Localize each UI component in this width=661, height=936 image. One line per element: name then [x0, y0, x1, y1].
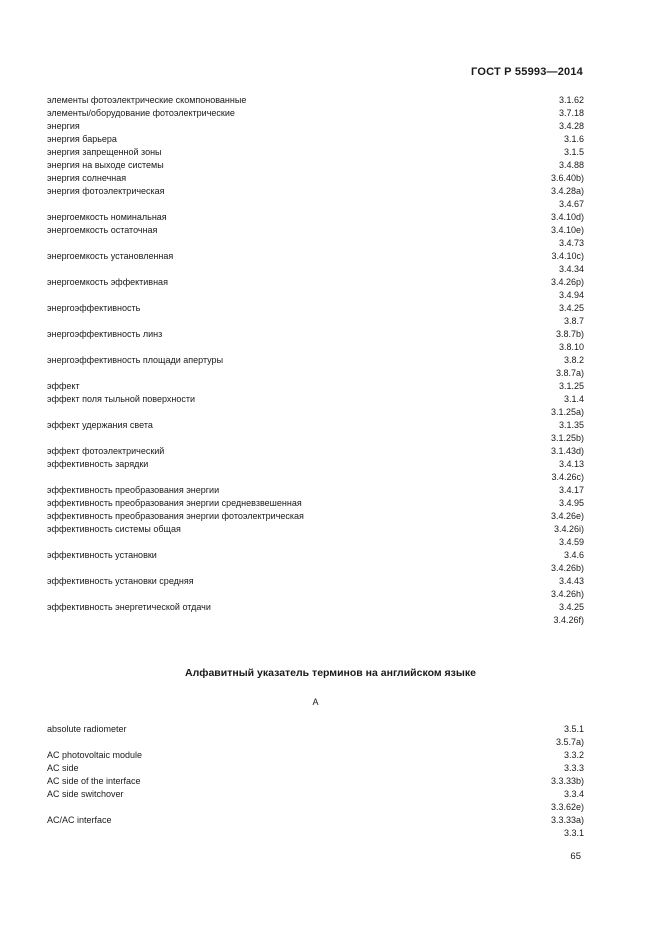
- index-entry: [47, 302, 584, 315]
- index-term: энергия: [47, 121, 80, 131]
- index-reference: 3.4.10e): [550, 225, 584, 235]
- index-reference: 3.1.6: [563, 134, 584, 144]
- index-reference: 3.8.7: [563, 316, 584, 326]
- index-entry: [47, 788, 584, 801]
- index-reference: 3.6.40b): [550, 173, 584, 183]
- index-reference: 3.4.94: [558, 290, 584, 300]
- index-term: элементы фотоэлектрические скомпонованные: [47, 95, 247, 105]
- english-term-index: [47, 723, 584, 840]
- index-entry: [47, 406, 584, 419]
- index-entry: [47, 775, 584, 788]
- index-entry: [47, 146, 584, 159]
- index-entry: [47, 497, 584, 510]
- index-term: энергия на выходе системы: [47, 160, 164, 170]
- index-reference: 3.4.10c): [551, 251, 584, 261]
- index-reference: 3.3.4: [563, 789, 584, 799]
- index-reference: 3.8.7a): [555, 368, 584, 378]
- index-entry: [47, 801, 584, 814]
- index-entry: [47, 523, 584, 536]
- index-reference: 3.8.7b): [555, 329, 584, 339]
- index-term: эффективность энергетической отдачи: [47, 602, 211, 612]
- index-entry: [47, 588, 584, 601]
- index-term: эффективность преобразования энергии средневзвешенная: [47, 498, 302, 508]
- index-term: AC side of the interface: [47, 776, 141, 786]
- index-reference: 3.4.25: [558, 303, 584, 313]
- index-entry: [47, 445, 584, 458]
- index-entry: [47, 458, 584, 471]
- index-reference: 3.8.10: [558, 342, 584, 352]
- index-reference: 3.1.25: [558, 381, 584, 391]
- index-entry: [47, 723, 584, 736]
- index-term: энергоемкость эффективная: [47, 277, 168, 287]
- index-entry: [47, 432, 584, 445]
- index-entry: [47, 354, 584, 367]
- index-reference: 3.1.35: [558, 420, 584, 430]
- index-reference: 3.4.67: [558, 199, 584, 209]
- index-reference: 3.5.7a): [555, 737, 584, 747]
- index-reference: 3.8.2: [563, 355, 584, 365]
- index-reference: 3.1.62: [558, 95, 584, 105]
- index-reference: 3.4.26b): [550, 563, 584, 573]
- index-term: эффективность зарядки: [47, 459, 149, 469]
- index-term: эффект фотоэлектрический: [47, 446, 165, 456]
- index-entry: [47, 276, 584, 289]
- index-entry: [47, 107, 584, 120]
- index-reference: 3.4.59: [558, 537, 584, 547]
- index-entry: [47, 237, 584, 250]
- index-reference: 3.1.4: [563, 394, 584, 404]
- index-term: элементы/оборудование фотоэлектрические: [47, 108, 235, 118]
- index-term: энергия фотоэлектрическая: [47, 186, 165, 196]
- index-entry: [47, 133, 584, 146]
- index-term: энергия барьера: [47, 134, 117, 144]
- index-term: AC side: [47, 763, 79, 773]
- index-term: энергоэффективность линз: [47, 329, 163, 339]
- index-reference: 3.4.26c): [551, 472, 584, 482]
- index-entry: [47, 575, 584, 588]
- index-term: эффективность установки: [47, 550, 157, 560]
- index-reference: 3.4.26f): [553, 615, 584, 625]
- index-entry: [47, 601, 584, 614]
- index-reference: 3.4.26h): [550, 589, 584, 599]
- index-reference: 3.4.17: [558, 485, 584, 495]
- index-entry: [47, 614, 584, 627]
- index-entry: [47, 380, 584, 393]
- index-term: эффект удержания света: [47, 420, 153, 430]
- index-reference: 3.3.1: [563, 828, 584, 838]
- index-entry: [47, 814, 584, 827]
- index-term: AC/AC interface: [47, 815, 112, 825]
- index-reference: 3.4.13: [558, 459, 584, 469]
- index-term: эффективность преобразования энергии: [47, 485, 220, 495]
- index-reference: 3.3.33b): [550, 776, 584, 786]
- index-term: эффективность системы общая: [47, 524, 181, 534]
- index-term: энергия солнечная: [47, 173, 127, 183]
- index-entry: [47, 549, 584, 562]
- russian-term-index: [47, 94, 584, 627]
- index-reference: 3.4.25: [558, 602, 584, 612]
- index-reference: 3.4.26p): [550, 277, 584, 287]
- index-reference: 3.3.33a): [550, 815, 584, 825]
- index-reference: 3.4.10d): [550, 212, 584, 222]
- index-entry: [47, 94, 584, 107]
- index-entry: [47, 827, 584, 840]
- index-entry: [47, 749, 584, 762]
- index-entry: [47, 224, 584, 237]
- index-reference: 3.4.95: [558, 498, 584, 508]
- index-reference: 3.5.1: [563, 724, 584, 734]
- index-entry: [47, 562, 584, 575]
- index-term: энергоэффективность: [47, 303, 141, 313]
- index-reference: 3.1.5: [563, 147, 584, 157]
- index-entry: [47, 211, 584, 224]
- index-term: эффект поля тыльной поверхности: [47, 394, 196, 404]
- index-entry: [47, 510, 584, 523]
- index-entry: [47, 263, 584, 276]
- document-header: ГОСТ Р 55993—2014: [471, 66, 583, 78]
- index-term: энергоэффективность площади апертуры: [47, 355, 224, 365]
- index-reference: 3.7.18: [558, 108, 584, 118]
- index-reference: 3.4.28: [558, 121, 584, 131]
- index-entry: [47, 736, 584, 749]
- index-reference: 3.4.26i): [553, 524, 584, 534]
- index-reference: 3.3.62e): [550, 802, 584, 812]
- index-entry: [47, 341, 584, 354]
- index-entry: [47, 536, 584, 549]
- index-term: эффективность установки средняя: [47, 576, 194, 586]
- alphabet-letter-heading: A: [312, 697, 319, 707]
- index-reference: 3.4.88: [558, 160, 584, 170]
- index-reference: 3.4.43: [558, 576, 584, 586]
- index-term: AC photovoltaic module: [47, 750, 143, 760]
- index-reference: 3.3.2: [563, 750, 584, 760]
- index-entry: [47, 198, 584, 211]
- index-reference: 3.4.6: [563, 550, 584, 560]
- index-entry: [47, 419, 584, 432]
- index-reference: 3.1.25b): [550, 433, 584, 443]
- index-term: эффективность преобразования энергии фотоэлектрическая: [47, 511, 304, 521]
- index-term: энергоемкость номинальная: [47, 212, 167, 222]
- index-entry: [47, 289, 584, 302]
- index-term: энергия запрещенной зоны: [47, 147, 162, 157]
- index-entry: [47, 250, 584, 263]
- index-term: энергоемкость остаточная: [47, 225, 158, 235]
- index-term: энергоемкость установленная: [47, 251, 174, 261]
- index-reference: 3.4.28a): [550, 186, 584, 196]
- index-entry: [47, 120, 584, 133]
- page-number: 65: [570, 851, 581, 862]
- index-entry: [47, 367, 584, 380]
- index-entry: [47, 315, 584, 328]
- index-entry: [47, 185, 584, 198]
- index-entry: [47, 159, 584, 172]
- index-entry: [47, 393, 584, 406]
- index-term: AC side switchover: [47, 789, 124, 799]
- english-index-title: Алфавитный указатель терминов на английском языке: [185, 667, 476, 679]
- index-reference: 3.3.3: [563, 763, 584, 773]
- index-reference: 3.4.34: [558, 264, 584, 274]
- index-entry: [47, 762, 584, 775]
- index-reference: 3.4.73: [558, 238, 584, 248]
- index-entry: [47, 328, 584, 341]
- index-reference: 3.1.43d): [550, 446, 584, 456]
- index-entry: [47, 471, 584, 484]
- index-term: absolute radiometer: [47, 724, 127, 734]
- index-reference: 3.4.26e): [550, 511, 584, 521]
- index-entry: [47, 172, 584, 185]
- index-term: эффект: [47, 381, 80, 391]
- index-reference: 3.1.25a): [550, 407, 584, 417]
- index-entry: [47, 484, 584, 497]
